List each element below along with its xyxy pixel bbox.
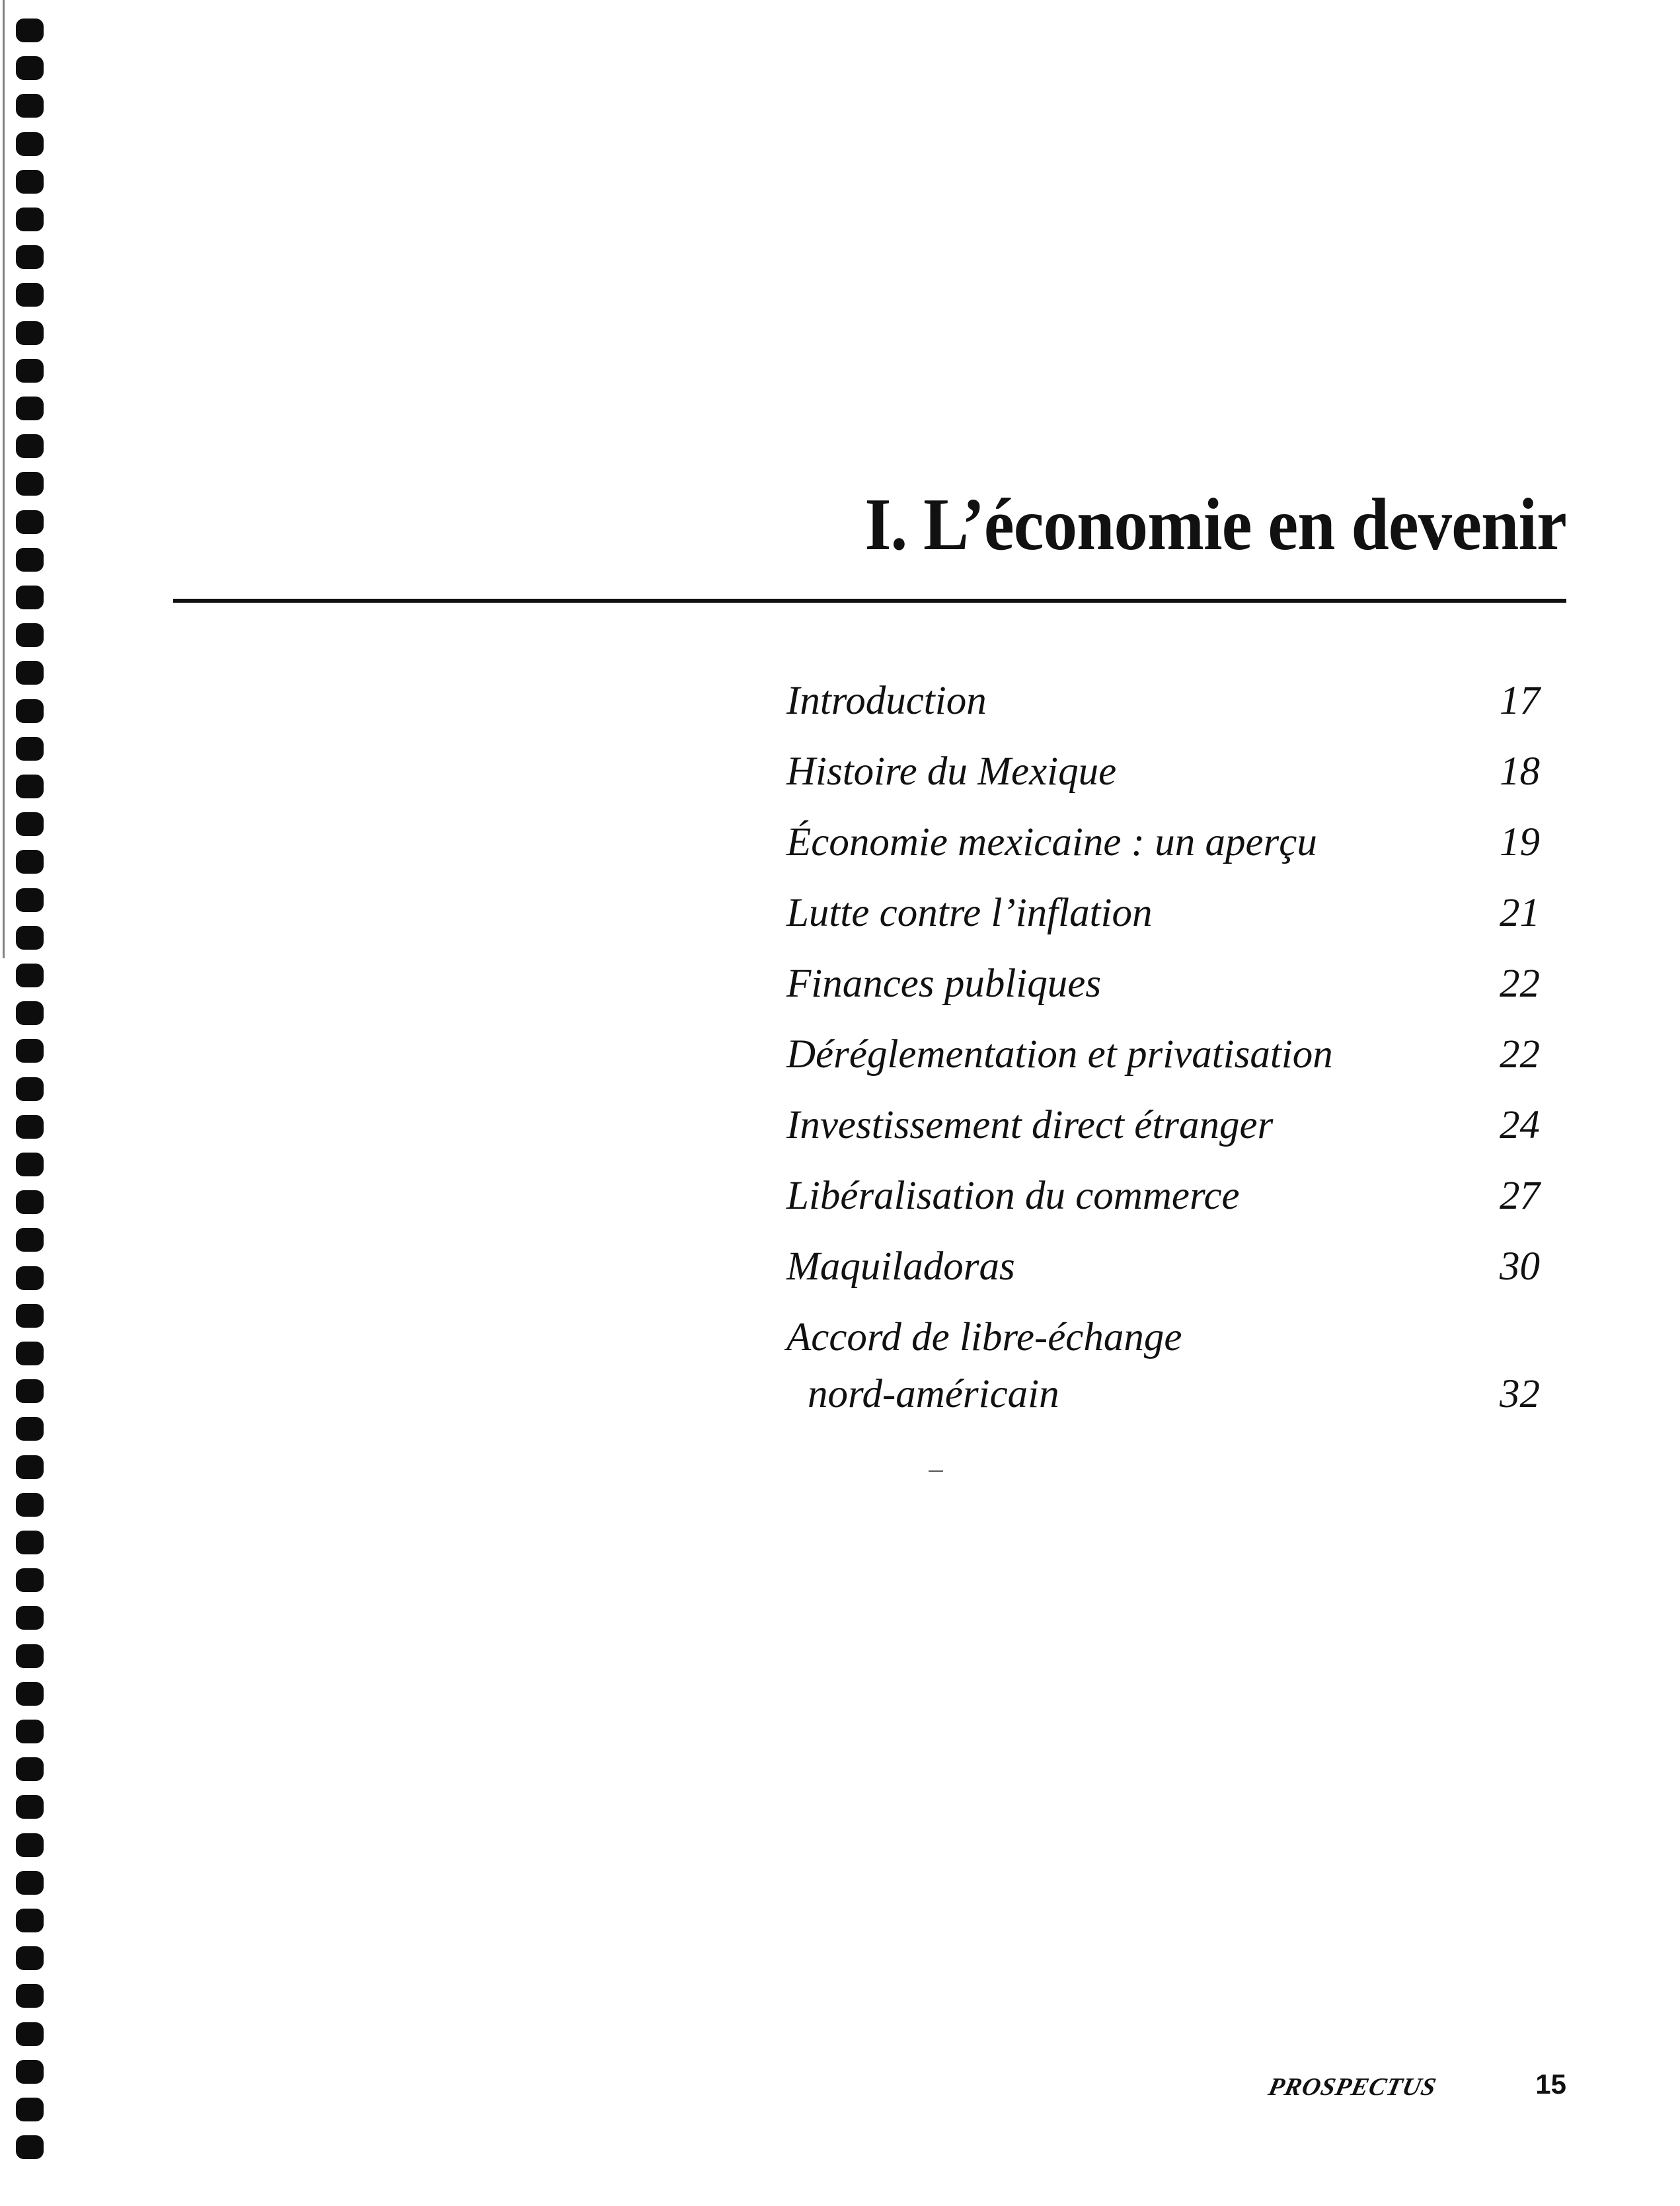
toc-entry-page: 18 bbox=[1500, 749, 1540, 794]
binding-hole bbox=[16, 170, 44, 194]
binding-hole bbox=[16, 1682, 44, 1706]
toc-entry-label: Finances publiques bbox=[786, 962, 1102, 1006]
prospectus-logo: PROSPECTUS bbox=[1266, 2073, 1439, 2101]
toc-entry-page: 22 bbox=[1500, 1032, 1540, 1077]
toc-entry-page: 19 bbox=[1500, 820, 1540, 864]
binding-hole bbox=[16, 1871, 44, 1895]
binding-hole bbox=[16, 245, 44, 269]
binding-hole bbox=[16, 661, 44, 685]
binding-hole bbox=[16, 1228, 44, 1252]
binding-hole bbox=[16, 397, 44, 420]
page-footer bbox=[1266, 2069, 1566, 2115]
binding-hole bbox=[16, 1417, 44, 1441]
binding-hole bbox=[16, 472, 44, 496]
toc-entry-page: 17 bbox=[1500, 679, 1540, 723]
toc-entry-histoire[interactable] bbox=[786, 751, 1540, 804]
binding-hole bbox=[16, 1039, 44, 1063]
toc-entry-finances[interactable] bbox=[786, 964, 1540, 1016]
chapter-title: I. L’économie en devenir bbox=[864, 484, 1566, 566]
binding-hole bbox=[16, 2022, 44, 2046]
binding-hole bbox=[16, 434, 44, 458]
binding-hole bbox=[16, 964, 44, 987]
binding-hole bbox=[16, 1644, 44, 1668]
binding-hole bbox=[16, 1909, 44, 1932]
binding-hole bbox=[16, 1153, 44, 1176]
binding-hole bbox=[16, 1342, 44, 1365]
binding-hole bbox=[16, 132, 44, 156]
binding-hole bbox=[16, 1531, 44, 1554]
binding-hole bbox=[16, 888, 44, 912]
binding-hole bbox=[16, 1493, 44, 1517]
title-underline-rule bbox=[173, 599, 1566, 603]
toc-entry-label: Déréglementation et privatisation bbox=[786, 1032, 1333, 1077]
binding-hole bbox=[16, 926, 44, 950]
binding-hole bbox=[16, 1115, 44, 1139]
toc-entry-page: 30 bbox=[1500, 1244, 1540, 1289]
toc-entry-introduction[interactable] bbox=[786, 681, 1540, 734]
binding-hole bbox=[16, 283, 44, 307]
binding-hole bbox=[16, 775, 44, 798]
binding-hole bbox=[16, 1568, 44, 1592]
binding-hole bbox=[16, 1001, 44, 1025]
toc-entry-label: Histoire du Mexique bbox=[786, 749, 1117, 794]
binding-hole bbox=[16, 510, 44, 534]
page-number: 15 bbox=[1535, 2069, 1566, 2100]
toc-entry-label: Maquiladoras bbox=[786, 1244, 1015, 1289]
toc-entry-label-line2: nord-américain bbox=[808, 1372, 1059, 1416]
binding-hole bbox=[16, 1946, 44, 1970]
binding-hole bbox=[16, 1379, 44, 1403]
binding-hole bbox=[16, 548, 44, 572]
binding-hole bbox=[16, 1833, 44, 1857]
binding-hole bbox=[16, 699, 44, 723]
toc-entry-label: Économie mexicaine : un aperçu bbox=[786, 820, 1317, 864]
toc-entry-page: 21 bbox=[1500, 891, 1540, 935]
toc-entry-page: 27 bbox=[1500, 1174, 1540, 1218]
binding-hole bbox=[16, 19, 44, 42]
binding-hole bbox=[16, 1720, 44, 1743]
toc-entry-label: Introduction bbox=[786, 679, 987, 723]
binding-hole bbox=[16, 2060, 44, 2084]
binding-hole bbox=[16, 1757, 44, 1781]
toc-entry-dereglementation[interactable] bbox=[786, 1034, 1540, 1087]
binding-hole bbox=[16, 1077, 44, 1101]
binding-hole bbox=[16, 321, 44, 345]
toc-entry-maquiladoras[interactable] bbox=[786, 1246, 1540, 1299]
toc-entry-alena[interactable] bbox=[786, 1317, 1540, 1429]
toc-entry-label: Libéralisation du commerce bbox=[786, 1174, 1240, 1218]
binding-hole bbox=[16, 850, 44, 874]
binding-edge-line bbox=[3, 0, 5, 958]
binding-hole bbox=[16, 1304, 44, 1328]
binding-hole bbox=[16, 1606, 44, 1630]
toc-entry-label: Investissement direct étranger bbox=[786, 1103, 1274, 1147]
toc-entry-inflation[interactable] bbox=[786, 893, 1540, 946]
toc-entry-page: 24 bbox=[1500, 1103, 1540, 1147]
binding-hole bbox=[16, 586, 44, 609]
binding-hole bbox=[16, 56, 44, 80]
toc-entry-economie[interactable] bbox=[786, 822, 1540, 875]
binding-hole bbox=[16, 623, 44, 647]
toc-entry-label: Accord de libre-échange bbox=[786, 1315, 1182, 1359]
toc-entry-page: 22 bbox=[1500, 962, 1540, 1006]
binding-hole bbox=[16, 2098, 44, 2121]
binding-hole bbox=[16, 2135, 44, 2159]
binding-hole bbox=[16, 737, 44, 761]
binding-hole bbox=[16, 94, 44, 118]
binding-hole bbox=[16, 1190, 44, 1214]
binding-hole bbox=[16, 1795, 44, 1819]
stray-mark bbox=[929, 1470, 943, 1472]
toc-entry-page: 32 bbox=[1500, 1372, 1540, 1416]
binding-hole bbox=[16, 1266, 44, 1290]
toc-entry-investissement[interactable] bbox=[786, 1105, 1540, 1158]
binding-hole bbox=[16, 1984, 44, 2008]
binding-hole bbox=[16, 812, 44, 836]
binding-holes bbox=[16, 19, 45, 2199]
binding-hole bbox=[16, 1455, 44, 1479]
binding-hole bbox=[16, 208, 44, 231]
toc-entry-label: Lutte contre l’inflation bbox=[786, 891, 1153, 935]
binding-hole bbox=[16, 359, 44, 383]
toc-entry-liberalisation[interactable] bbox=[786, 1176, 1540, 1229]
